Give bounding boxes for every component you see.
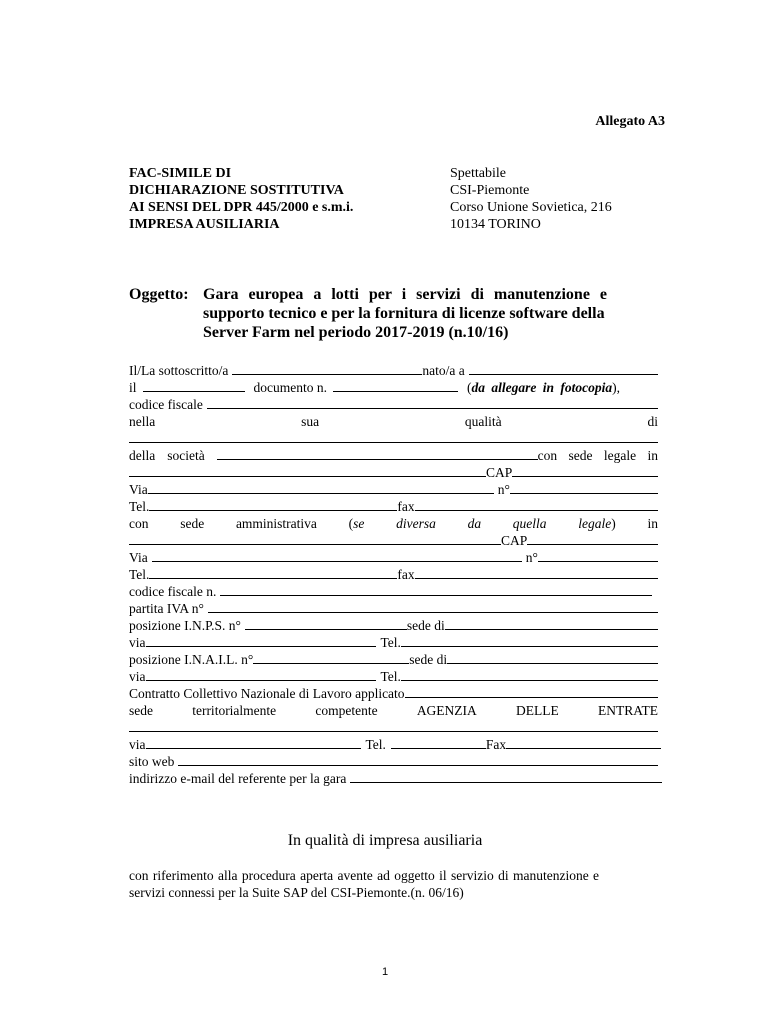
label: CAP [501,533,528,548]
label: indirizzo e-mail del referente per la gara [129,771,347,786]
inps-office-field[interactable] [445,617,658,630]
left-block [129,165,353,233]
document-field[interactable] [333,379,458,392]
label: fax [397,499,415,514]
form-row-tel-2 [129,566,658,583]
tax-code-field[interactable] [207,396,658,409]
label: Il/La sottoscritto/a [129,363,229,378]
form-row-via-tel [129,634,658,651]
agency-fax-field[interactable] [506,736,661,749]
closing-line: servizi connessi per la Suite SAP del CSI-Piemonte.(n. 06/16) [129,885,464,900]
form-row-inps [129,617,658,634]
left-line: AI SENSI DEL DPR 445/2000 e s.m.i. [129,200,354,215]
street-field[interactable] [148,481,494,494]
label: diversa [396,516,436,531]
label: sua [301,414,320,429]
label: codice fiscale n. [129,584,217,599]
label: territorialmente [192,703,277,718]
label: qualità [464,414,502,429]
form-row-sottoscritto [129,362,658,379]
label: il [129,380,137,395]
company-field[interactable] [217,447,538,460]
website-field[interactable] [178,753,658,766]
label: amministrativa [235,516,317,531]
agency-field[interactable] [129,719,658,732]
admin-fax-field[interactable] [415,566,658,579]
vat-field[interactable] [208,600,658,613]
admin-cap-field[interactable] [527,532,658,545]
label: Tel. [380,635,401,650]
form-row-cap-2 [129,532,658,549]
label: Tel. [129,567,150,582]
form-row-via-tel-2 [129,668,658,685]
allegato-label: Allegato A3 [595,114,665,129]
label: Via [129,550,148,565]
label: se [353,516,365,531]
recipient-line: Corso Unione Sovietica, 216 [450,200,612,215]
recipient-line: Spettabile [450,166,506,181]
recipient-block [450,165,612,233]
label: nato/a a [422,363,465,378]
label: con [129,516,149,531]
company-tax-code-field[interactable] [220,583,652,596]
admin-phone-field[interactable] [149,566,397,579]
inps-street-field[interactable] [146,634,376,647]
label: con sede legale in [537,448,658,463]
label: in [647,516,658,531]
form-row-via-2 [129,549,658,566]
birthdate-field[interactable] [143,379,245,392]
form-row-cf-n [129,583,658,600]
section-title: In qualità di impresa ausiliaria [287,832,483,849]
label: fax [397,567,415,582]
left-line: DICHIARAZIONE SOSTITUTIVA [129,183,344,198]
label: legale [578,516,612,531]
form-row-il: il documento n. ( da allegare in fotocopia ), [129,380,621,395]
cap-field[interactable] [512,464,658,477]
label: posizione I.N.A.I.L. n° [129,652,254,667]
name-field[interactable] [232,362,422,375]
subject-label: Oggetto: [129,286,189,303]
label: partita IVA n° [129,601,204,616]
form-row-tel [129,498,658,515]
closing-paragraph [129,867,666,901]
inail-office-field[interactable] [447,651,658,664]
label: da [467,516,482,531]
form-row-societa [129,447,658,464]
inail-phone-field[interactable] [401,668,658,681]
form-row-inail [129,651,658,668]
birthplace-field[interactable] [469,362,658,375]
label: via [129,737,146,752]
label: CAP [486,465,513,480]
label: Tel. [129,499,150,514]
form-row-sede-amm: con sede amministrativa (se diversa da quella legale) in [129,516,658,531]
label: sito web [129,754,175,769]
label: AGENZIA [416,703,477,718]
form-row-cap [129,464,658,481]
inps-field[interactable] [245,617,407,630]
email-field[interactable] [350,770,662,783]
subject-line: Gara europea a lotti per i servizi di manutenzione e [203,286,608,303]
recipient-line: CSI-Piemonte [450,183,530,198]
label: Contratto Collettivo Nazionale di Lavoro applicato [129,686,405,701]
admin-street-field[interactable] [152,549,522,562]
label: via [129,669,146,684]
page-number: 1 [381,966,389,978]
subject-line: Server Farm nel periodo 2017-2019 (n.10/16) [203,324,509,341]
form-row-cf [129,396,658,413]
city-field[interactable] [129,464,486,477]
left-line: FAC-SIMILE DI [129,166,232,181]
admin-city-field[interactable] [129,532,501,545]
label: n° [525,550,538,565]
label: Via [129,482,148,497]
label: sede [180,516,205,531]
agency-phone-field[interactable] [391,736,486,749]
agency-street-field[interactable] [146,736,361,749]
left-line: IMPRESA AUSILIARIA [129,217,280,232]
label: n° [497,482,510,497]
label: della [129,448,156,463]
label: Tel. [365,737,386,752]
street-number-field[interactable] [510,481,658,494]
label: DELLE [516,703,559,718]
inail-field[interactable] [253,651,409,664]
label: sede di [409,652,448,667]
closing-line: con riferimento alla procedura aperta avente ad oggetto il servizio di manutenzione e [129,868,600,883]
inail-street-field[interactable] [146,668,376,681]
form-row-via [129,481,658,498]
role-field[interactable] [129,430,658,443]
label: di [647,414,658,429]
label: ENTRATE [597,703,658,718]
form-row-qualita-line [129,430,658,443]
subject-line: supporto tecnico e per la fornitura di licenze software della [203,305,605,322]
label: sede [129,703,153,718]
recipient-line: 10134 TORINO [450,217,541,232]
note: da allegare in fotocopia [471,380,613,395]
admin-street-number-field[interactable] [538,549,658,562]
phone-field[interactable] [149,498,397,511]
label: documento n. [253,380,328,395]
form-row-agenzia-line [129,719,658,732]
label: posizione I.N.P.S. n° [129,618,241,633]
label: quella [512,516,547,531]
form-row-qualita [129,413,658,430]
fax-field[interactable] [415,498,658,511]
inps-phone-field[interactable] [401,634,658,647]
ccnl-field[interactable] [405,685,658,698]
label: Tel. [380,669,401,684]
subject-text [203,285,666,342]
form-row-piva [129,600,658,617]
label: via [129,635,146,650]
form-row-via-tel-fax [129,736,661,753]
label: codice fiscale [129,397,203,412]
label: sede di [406,618,445,633]
label: società [167,448,205,463]
form-row-agenzia [129,702,658,719]
label: competente [315,703,378,718]
form-row-email [129,770,662,787]
label: Fax [485,737,507,752]
form-row-ccnl [129,685,658,702]
label: nella [129,414,156,429]
subject-line-1 [203,285,666,304]
form-row-sito [129,753,658,770]
